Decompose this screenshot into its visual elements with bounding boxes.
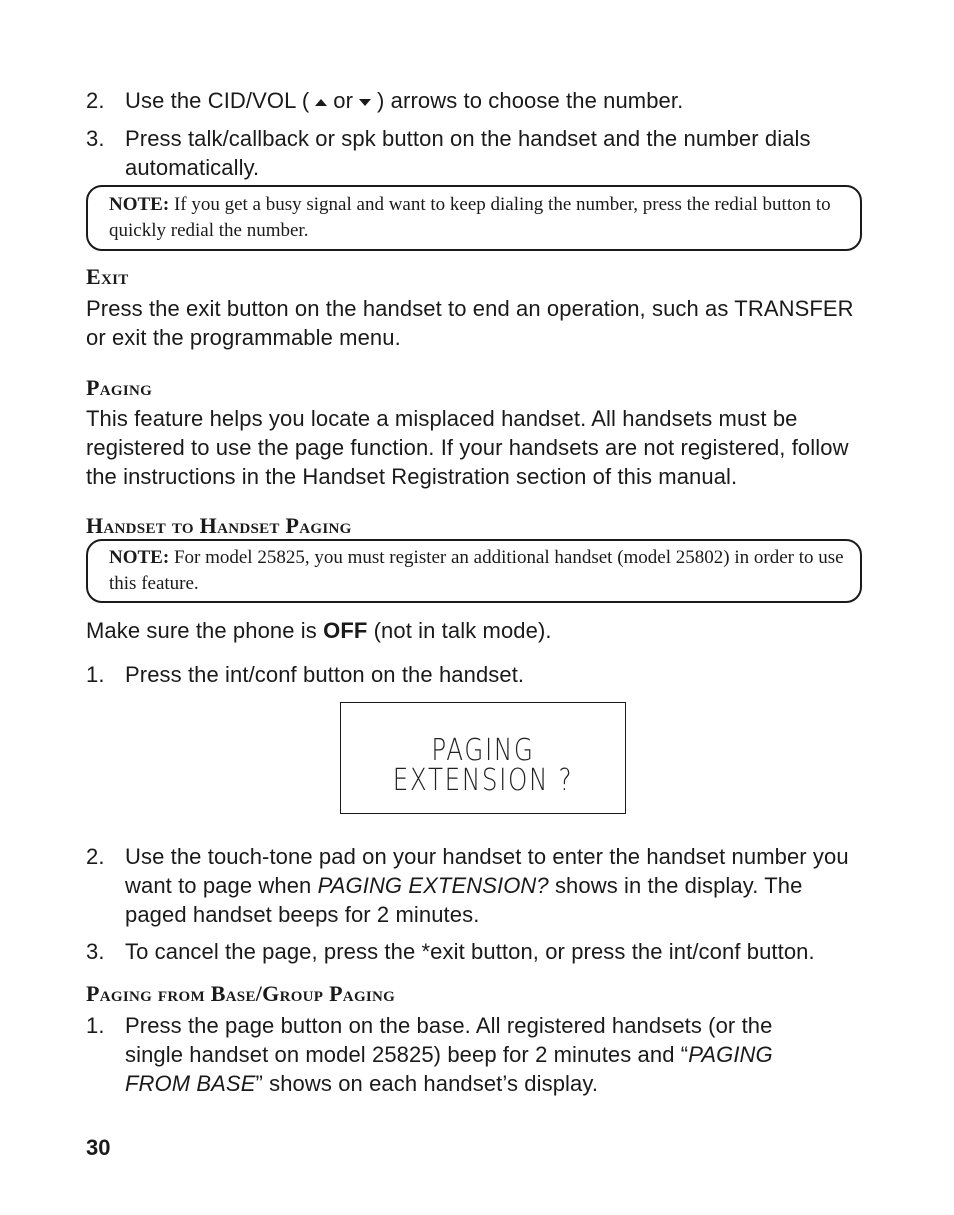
h2h-step-2-text: Use the touch-tone pad on your handset to enter the handset number you want to page when PAGING EXTENSION? shows in the display. The paged handset beeps for 2 minutes. bbox=[125, 844, 849, 927]
paging-heading: Paging bbox=[86, 375, 153, 400]
make-sure-text: Make sure the phone is OFF (not in talk mode). bbox=[86, 618, 552, 643]
h2h-step-1-text: Press the int/conf button on the handset. bbox=[125, 662, 525, 687]
lcd-line-1: PAGING bbox=[431, 733, 535, 768]
base-paging-heading: Paging from Base/Group Paging bbox=[86, 981, 396, 1006]
base-step-1-number: 1. bbox=[86, 1013, 105, 1038]
h2h-step-2-number: 2. bbox=[86, 844, 105, 869]
h2h-step-3-number: 3. bbox=[86, 939, 105, 964]
arrow-up-icon bbox=[315, 99, 327, 106]
h2h-step-1-number: 1. bbox=[86, 662, 105, 687]
base-step-1-text: Press the page button on the base. All registered handsets (or the single handset on model 25825) beep for 2 minutes and “PAGING FROM BASE” shows on each handset’s display. bbox=[125, 1013, 773, 1096]
handset-to-handset-heading: Handset to Handset Paging bbox=[86, 513, 352, 538]
lcd-line-2: EXTENSION ? bbox=[392, 763, 574, 798]
note-box-model bbox=[86, 539, 862, 603]
h2h-step-3-text: To cancel the page, press the *exit button, or press the int/conf button. bbox=[125, 939, 815, 964]
lcd-display bbox=[340, 702, 626, 814]
exit-body: Press the exit button on the handset to end an operation, such as TRANSFER or exit the programmable menu. bbox=[86, 296, 854, 350]
note-text: NOTE: If you get a busy signal and want to keep dialing the number, press the redial button to quickly redial the number. bbox=[109, 194, 831, 241]
arrow-down-icon bbox=[359, 99, 371, 106]
note-box-redial bbox=[86, 185, 862, 251]
page-number: 30 bbox=[86, 1135, 111, 1160]
step-3-text: Press talk/callback or spk button on the handset and the number dials automatically. bbox=[125, 126, 811, 180]
step-2-number: 2. bbox=[86, 88, 105, 113]
exit-heading: Exit bbox=[86, 264, 129, 289]
step-3-number: 3. bbox=[86, 126, 105, 151]
step-2-text: Use the CID/VOL ( or ) arrows to choose the number. bbox=[125, 88, 684, 113]
paging-body: This feature helps you locate a misplaced handset. All handsets must be registered to use the page function. If your handsets are not registered, follow the instructions in the Handset Registration section of this manual. bbox=[86, 406, 849, 489]
note-text: NOTE: For model 25825, you must register an additional handset (model 25802) in order to use this feature. bbox=[109, 547, 844, 594]
